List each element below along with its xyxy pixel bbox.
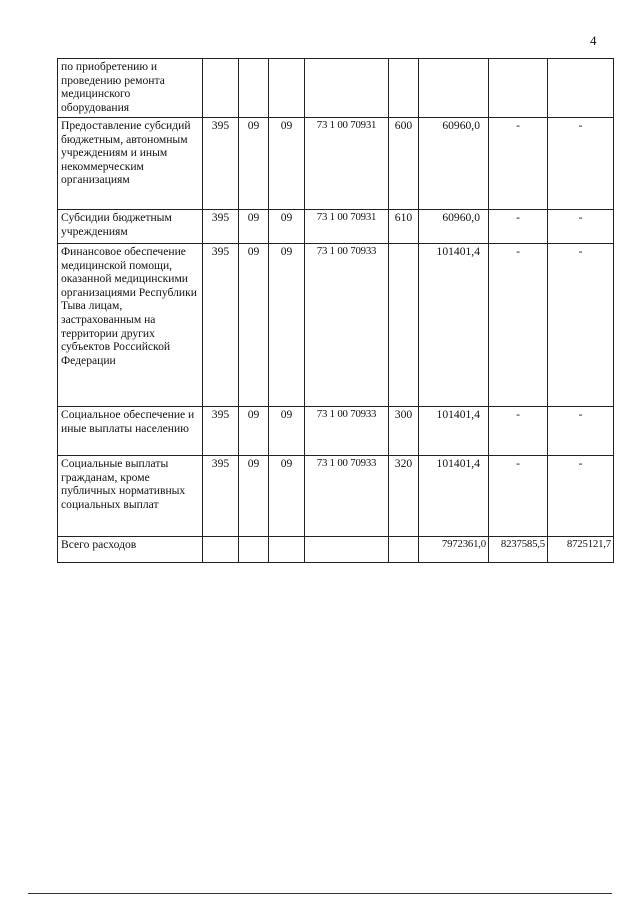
total-year-1: 7972361,0 [419,537,489,563]
table-row [58,210,614,244]
row-label: по приобретению и проведению ремонта медицинского оборудования [58,59,203,118]
bottom-scan-line [28,893,612,894]
amount-year-3: - [548,456,614,537]
subsection-code [269,59,305,118]
total-row [58,537,614,563]
table-row [58,456,614,537]
section-code: 09 [239,244,269,407]
expense-type-code: 610 [389,210,419,244]
expense-type-code: 600 [389,118,419,210]
row-label: Социальное обеспечение и иные выплаты населению [58,407,203,456]
amount-year-2: - [489,118,548,210]
total-empty-cell [305,537,389,563]
subsection-code: 09 [269,210,305,244]
amount-year-3: - [548,407,614,456]
amount-year-1: 101401,4 [419,456,489,537]
total-empty-cell [389,537,419,563]
page-number: 4 [590,33,597,48]
subsection-code: 09 [269,456,305,537]
amount-year-2: - [489,456,548,537]
target-article [305,59,389,118]
row-label: Финансовое обеспечение медицинской помощи, оказанной медицинскими организациями Республики Тыва лицам, застрахованным на территории других субъектов Российской Федерации [58,244,203,407]
amount-year-1: 60960,0 [419,210,489,244]
section-code [239,59,269,118]
amount-year-2: - [489,210,548,244]
expense-type-code [389,244,419,407]
expense-type-code [389,59,419,118]
section-code: 09 [239,118,269,210]
admin-code: 395 [203,456,239,537]
admin-code: 395 [203,118,239,210]
subsection-code: 09 [269,407,305,456]
expense-type-code: 320 [389,456,419,537]
total-year-2: 8237585,5 [489,537,548,563]
budget-expense-table [57,58,614,563]
subsection-code: 09 [269,118,305,210]
section-code: 09 [239,456,269,537]
table-row [58,118,614,210]
amount-year-1 [419,59,489,118]
total-label: Всего расходов [58,537,203,563]
admin-code: 395 [203,210,239,244]
section-code: 09 [239,210,269,244]
target-article: 73 1 00 70933 [305,456,389,537]
amount-year-2 [489,59,548,118]
amount-year-2: - [489,407,548,456]
amount-year-1: 60960,0 [419,118,489,210]
row-label: Предоставление субсидий бюджетным, автономным учреждениям и иным некоммерческим организациям [58,118,203,210]
amount-year-1: 101401,4 [419,244,489,407]
amount-year-3: - [548,210,614,244]
expense-type-code: 300 [389,407,419,456]
admin-code: 395 [203,244,239,407]
amount-year-1: 101401,4 [419,407,489,456]
admin-code: 395 [203,407,239,456]
table-row [58,407,614,456]
target-article: 73 1 00 70931 [305,118,389,210]
total-empty-cell [269,537,305,563]
target-article: 73 1 00 70933 [305,407,389,456]
table-row [58,59,614,118]
subsection-code: 09 [269,244,305,407]
row-label: Субсидии бюджетным учреждениям [58,210,203,244]
total-empty-cell [203,537,239,563]
target-article: 73 1 00 70933 [305,244,389,407]
amount-year-3: - [548,244,614,407]
amount-year-3: - [548,118,614,210]
amount-year-3 [548,59,614,118]
section-code: 09 [239,407,269,456]
target-article: 73 1 00 70931 [305,210,389,244]
admin-code [203,59,239,118]
total-year-3: 8725121,7 [548,537,614,563]
row-label: Социальные выплаты гражданам, кроме публичных нормативных социальных выплат [58,456,203,537]
table-row [58,244,614,407]
total-empty-cell [239,537,269,563]
amount-year-2: - [489,244,548,407]
